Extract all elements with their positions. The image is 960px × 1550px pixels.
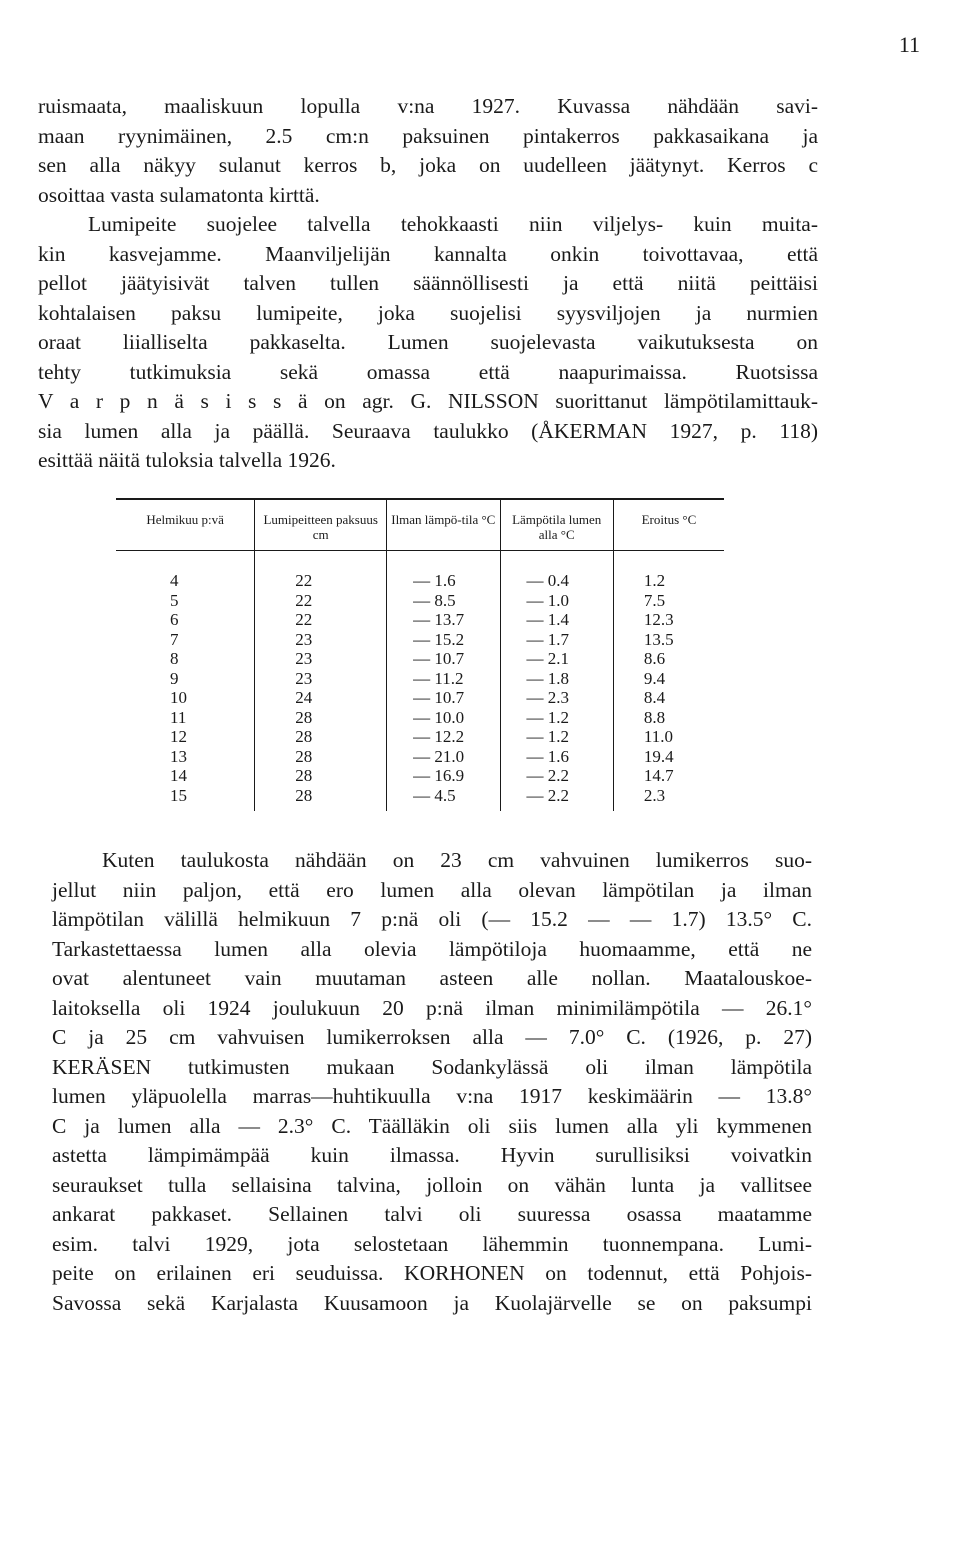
text-line: tehty tutkimuksia sekä omassa että naapurimaissa. Ruotsissa (38, 359, 818, 384)
cell-difference: 9.4 (613, 669, 724, 689)
text-line: C ja 25 cm vahvuisen lumikerroksen alla — 7.0° C. (1926, p. 27) (52, 1025, 812, 1049)
text-line: kohtalaisen paksu lumipeite, joka suojelisi syysviljojen ja nurmien (38, 300, 818, 325)
cell-air-temp: — 10.7 (387, 688, 500, 708)
cell-snow-depth: 24 (255, 688, 387, 708)
cell-under-snow-temp: — 1.7 (500, 630, 613, 650)
text-line: Tarkastettaessa lumen alla olevia lämpötiloja huomaamme, että ne (52, 936, 812, 961)
table-row (116, 649, 724, 669)
cell-snow-depth: 22 (255, 610, 387, 630)
cell-under-snow-temp: — 1.6 (500, 747, 613, 767)
cell-under-snow-temp: — 1.2 (500, 727, 613, 747)
text-line: lämpötilan välillä helmikuun 7 p:nä oli (— 15.2 — — 1.7) 13.5° C. (52, 907, 812, 931)
header-day: Helmikuu p:vä (116, 499, 255, 551)
data-table (116, 498, 724, 811)
text-line: Lumipeite suojelee talvella tehokkaasti niin viljelys- kuin muita- (88, 212, 818, 236)
cell-day: 8 (170, 649, 179, 668)
header-snow-depth: Lumipeitteen paksuus cm (255, 499, 387, 551)
cell-difference: 7.5 (613, 591, 724, 611)
paragraph-2 (52, 846, 812, 1318)
cell-difference: 1.2 (613, 551, 724, 591)
cell-under-snow-temp: — 1.8 (500, 669, 613, 689)
text-line: jellut niin paljon, että ero lumen alla olevan lämpötilan ja ilman (52, 877, 812, 902)
cell-under-snow-temp: — 2.2 (500, 766, 613, 786)
cell-difference: 19.4 (613, 747, 724, 767)
cell-snow-depth: 28 (255, 708, 387, 728)
cell-air-temp: — 8.5 (387, 591, 500, 611)
cell-air-temp: — 12.2 (387, 727, 500, 747)
text-line: Savossa sekä Karjalasta Kuusamoon ja Kuolajärvelle se on paksumpi (52, 1290, 812, 1315)
text-line: seuraukset tulla sellaisina talvina, jolloin on vähän lunta ja vallitsee (52, 1172, 812, 1197)
cell-day: 5 (170, 590, 179, 610)
cell-day: 9 (170, 668, 179, 688)
cell-under-snow-temp: — 0.4 (500, 551, 613, 591)
table-body (116, 551, 724, 812)
table-row (116, 747, 724, 767)
text-line: esim. talvi 1929, jota selostetaan lähemmin tuonnempana. Lumi- (52, 1231, 812, 1256)
table-row (116, 727, 724, 747)
table-row (116, 708, 724, 728)
cell-air-temp: — 21.0 (387, 747, 500, 767)
cell-snow-depth: 22 (255, 591, 387, 611)
temperature-table (116, 498, 724, 811)
text-line: laitoksella oli 1924 joulukuun 20 p:nä ilman minimilämpötila — 26.1° (52, 995, 812, 1020)
text-line: Kuten taulukosta nähdään on 23 cm vahvuinen lumikerros suo- (102, 848, 812, 872)
text-line: ovat alentuneet vain muutaman asteen alle nollan. Maatalouskoe- (52, 966, 812, 990)
cell-air-temp: — 4.5 (387, 786, 500, 812)
cell-air-temp: — 13.7 (387, 610, 500, 630)
text-line: oraat liialliselta pakkaselta. Lumen suojelevasta vaikutuksesta on (38, 330, 818, 354)
cell-under-snow-temp: — 2.1 (500, 649, 613, 669)
cell-air-temp: — 11.2 (387, 669, 500, 689)
cell-air-temp: — 10.0 (387, 708, 500, 728)
cell-day: 14 (170, 766, 187, 785)
text-line: lumen yläpuolella marras—huhtikuulla v:na 1917 keskimäärin — 13.8° (52, 1084, 812, 1108)
text-line: V a r p n ä s i s s ä on agr. G. NILSSON suorittanut lämpötilamittauk- (38, 389, 818, 413)
page-number: 11 (898, 32, 920, 57)
cell-day: 15 (170, 785, 187, 805)
cell-day: 7 (170, 629, 179, 649)
table-row (116, 591, 724, 611)
cell-air-temp: — 10.7 (387, 649, 500, 669)
cell-snow-depth: 23 (255, 630, 387, 650)
cell-snow-depth: 28 (255, 747, 387, 767)
text-line: sia lumen alla ja päällä. Seuraava taulukko (ÅKERMAN 1927, p. 118) (38, 418, 818, 443)
header-air-temp: Ilman lämpö-tila °C (387, 499, 500, 551)
cell-snow-depth: 22 (255, 551, 387, 591)
cell-difference: 8.4 (613, 688, 724, 708)
cell-difference: 12.3 (613, 610, 724, 630)
text-line: astetta lämpimämpää kuin ilmassa. Hyvin surullisiksi voivatkin (52, 1143, 812, 1167)
cell-difference: 8.6 (613, 649, 724, 669)
cell-snow-depth: 28 (255, 786, 387, 812)
cell-day: 11 (170, 707, 187, 727)
cell-difference: 8.8 (613, 708, 724, 728)
cell-under-snow-temp: — 1.2 (500, 708, 613, 728)
cell-difference: 14.7 (613, 766, 724, 786)
cell-air-temp: — 1.6 (387, 551, 500, 591)
table-row (116, 610, 724, 630)
cell-day: 13 (170, 746, 187, 766)
text-line: pellot jäätyisivät talven tullen säännöllisesti ja että niitä peittäisi (38, 271, 818, 295)
cell-under-snow-temp: — 2.3 (500, 688, 613, 708)
text-line: maan ryynimäinen, 2.5 cm:n paksuinen pintakerros pakkasaikana ja (38, 123, 818, 148)
table-row (116, 551, 724, 591)
cell-snow-depth: 28 (255, 766, 387, 786)
text-line: peite on erilainen eri seuduissa. KORHONEN on todennut, että Pohjois- (52, 1261, 812, 1285)
cell-difference: 11.0 (613, 727, 724, 747)
cell-under-snow-temp: — 2.2 (500, 786, 613, 812)
text-line: esittää näitä tuloksia talvella 1926. (38, 448, 336, 472)
cell-snow-depth: 23 (255, 649, 387, 669)
text-line: ruismaata, maaliskuun lopulla v:na 1927. Kuvassa nähdään savi- (38, 94, 818, 118)
table-row (116, 766, 724, 786)
text-line: osoittaa vasta sulamatonta kirttä. (38, 182, 320, 207)
header-under-snow-temp: Lämpötila lumen alla °C (500, 499, 613, 551)
header-difference: Eroitus °C (613, 499, 724, 551)
cell-difference: 2.3 (613, 786, 724, 812)
paragraph-1 (38, 92, 818, 476)
table-row (116, 786, 724, 812)
cell-snow-depth: 28 (255, 727, 387, 747)
table-row (116, 688, 724, 708)
cell-day: 10 (170, 688, 187, 707)
cell-day: 4 (170, 571, 179, 590)
cell-air-temp: — 15.2 (387, 630, 500, 650)
cell-under-snow-temp: — 1.4 (500, 610, 613, 630)
cell-difference: 13.5 (613, 630, 724, 650)
text-line: ankarat pakkaset. Sellainen talvi oli suuressa osassa maatamme (52, 1202, 812, 1226)
text-line: C ja lumen alla — 2.3° C. Täälläkin oli siis lumen alla yli kymmenen (52, 1113, 812, 1138)
cell-under-snow-temp: — 1.0 (500, 591, 613, 611)
text-line: kin kasvejamme. Maanviljelijän kannalta onkin toivottavaa, että (38, 241, 818, 266)
text-line: sen alla näkyy sulanut kerros b, joka on uudelleen jäätynyt. Kerros c (38, 153, 818, 177)
cell-day: 6 (170, 610, 179, 629)
text-line: KERÄSEN tutkimusten mukaan Sodankylässä oli ilman lämpötila (52, 1054, 812, 1079)
table-row (116, 669, 724, 689)
table-header-row (116, 499, 724, 551)
cell-air-temp: — 16.9 (387, 766, 500, 786)
cell-snow-depth: 23 (255, 669, 387, 689)
cell-day: 12 (170, 727, 187, 746)
table-row (116, 630, 724, 650)
